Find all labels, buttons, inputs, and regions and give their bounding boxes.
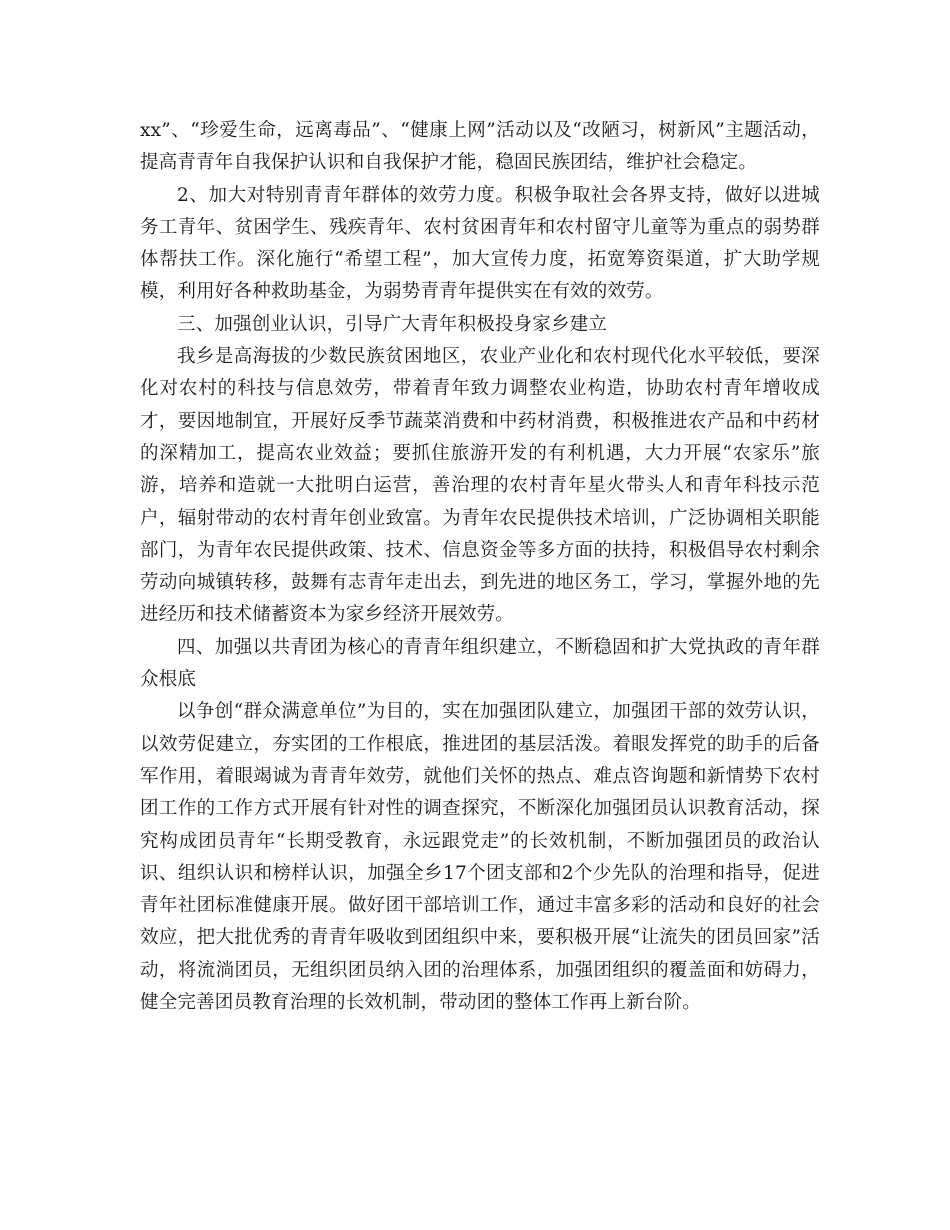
paragraph-vulnerable-groups: 2、加大对特别青青年群体的效劳力度。积极争取社会各界支持，做好以进城务工青年、贫困学生、残疾青年、农村贫困青年和农村留守儿童等为重点的弱势群体帮扶工作。深化施行“希望工程”，加大宣传力度，拓宽筹资渠道，扩大助学规模，利用好各种救助基金，为弱势青青年提供实在有效的效劳。: [140, 184, 820, 303]
document-body: [140, 115, 820, 1019]
section-heading-entrepreneurship: 三、加强创业认识，引导广大青年积极投身家乡建立: [177, 313, 608, 335]
paragraph-activities-continued: xx”、“珍爱生命，远离毒品”、“健康上网”活动以及“改陋习，树新风”主题活动，提高青青年自我保护认识和自我保护才能，稳固民族团结，维护社会稳定。: [140, 120, 820, 174]
paragraph-rural-development: 我乡是高海拔的少数民族贫困地区，农业产业化和农村现代化水平较低，要深化对农村的科技与信息效劳，带着青年致力调整农业构造，协助农村青年增收成才，要因地制宜，开展好反季节蔬菜消费和中药材消费，积极推进农产品和中药材的深精加工，提高农业效益；要抓住旅游开发的有利机遇，大力开展“农家乐”旅游，培养和造就一大批明白运营，善治理的农村青年星火带头人和青年科技示范户，辐射带动的农村青年创业致富。为青年农民提供技术培训，广泛协调相关职能部门，为青年农民提供政策、技术、信息资金等多方面的扶持，积极倡导农村剩余劳动向城镇转移，鼓舞有志青年走出去，到先进的地区务工，学习，掌握外地的先进经历和技术储蓄资本为家乡经济开展效劳。: [140, 346, 820, 626]
section-heading-youth-organization: 四、加强以共青团为核心的青青年组织建立，不断稳固和扩大党执政的青年群众根底: [140, 636, 820, 691]
paragraph-league-building: 以争创“群众满意单位”为目的，实在加强团队建立，加强团干部的效劳认识，以效劳促建立，夯实团的工作根底，推进团的基层活泼。着眼发挥党的助手的后备军作用，着眼竭诚为青青年效劳，就他们关怀的热点、难点咨询题和新情势下农村团工作的工作方式开展有针对性的调查探究，不断深化加强团员认识教育活动，探究构成团员青年“长期受教育，永远跟党走”的长效机制，不断加强团员的政治认识、组织认识和榜样认识，加强全乡17个团支部和2个少先队的治理和指导，促进青年社团标准健康开展。做好团干部培训工作，通过丰富多彩的活动和良好的社会效应，把大批优秀的青青年吸收到团组织中来，要积极开展“让流失的团员回家”活动，将流淌团员，无组织团员纳入团的治理体系，加强团组织的覆盖面和妨碍力，健全完善团员教育治理的长效机制，带动团的整体工作再上新台阶。: [140, 701, 820, 1014]
